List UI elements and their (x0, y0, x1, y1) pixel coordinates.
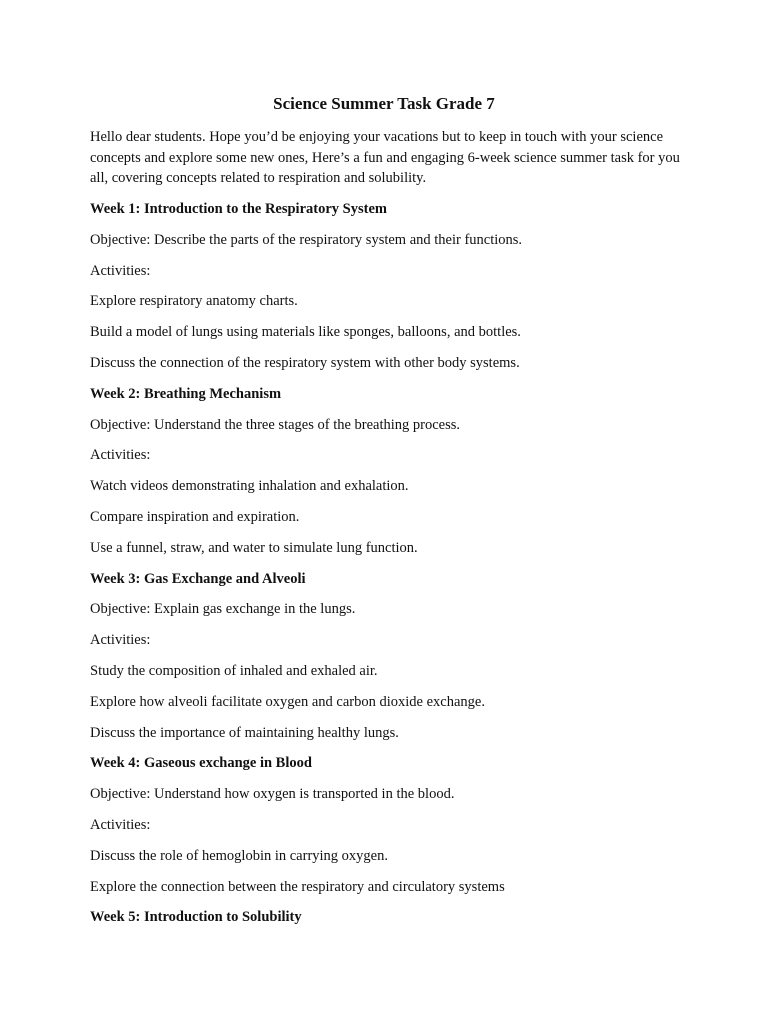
body-line: Objective: Understand the three stages of the breathing process. (90, 416, 461, 433)
body-line: Activities: (90, 262, 151, 279)
body-line: Objective: Understand how oxygen is transported in the blood. (90, 786, 455, 803)
body-line: Compare inspiration and expiration. (90, 509, 300, 525)
body-line: Explore respiratory anatomy charts. (90, 293, 298, 310)
body-line: Activities: (90, 447, 151, 464)
week-heading: Week 1: Introduction to the Respiratory System (90, 201, 387, 217)
body-line: Study the composition of inhaled and exhaled air. (90, 663, 378, 679)
body-line: Objective: Describe the parts of the respiratory system and their functions. (90, 231, 523, 248)
body-line: Activities: (90, 632, 151, 649)
body-line: Discuss the importance of maintaining healthy lungs. (90, 724, 399, 741)
week-heading: Week 5: Introduction to Solubility (90, 909, 302, 926)
body-line: Objective: Explain gas exchange in the lungs. (90, 601, 356, 618)
intro-paragraph: Hello dear students. Hope you’d be enjoying your vacations but to keep in touch with your science concepts and explore some new ones, Here’s a fun and engaging 6-week science summer task for you all, covering concepts related to respiration and solubility. (90, 129, 680, 186)
body-line: Build a model of lungs using materials like sponges, balloons, and bottles. (90, 324, 521, 341)
week-heading: Week 4: Gaseous exchange in Blood (90, 755, 312, 772)
page-title: Science Summer Task Grade 7 (273, 94, 495, 113)
week-heading: Week 2: Breathing Mechanism (90, 385, 282, 402)
body-line: Watch videos demonstrating inhalation and exhalation. (90, 478, 409, 495)
body-line: Discuss the connection of the respiratory system with other body systems. (90, 355, 520, 371)
body-line: Use a funnel, straw, and water to simulate lung function. (90, 539, 418, 556)
body-line: Activities: (90, 817, 151, 833)
body-line: Explore how alveoli facilitate oxygen and carbon dioxide exchange. (90, 693, 485, 710)
body-line: Explore the connection between the respiratory and circulatory systems (90, 878, 505, 895)
body-line: Discuss the role of hemoglobin in carrying oxygen. (90, 847, 388, 864)
week-heading: Week 3: Gas Exchange and Alveoli (90, 570, 306, 587)
